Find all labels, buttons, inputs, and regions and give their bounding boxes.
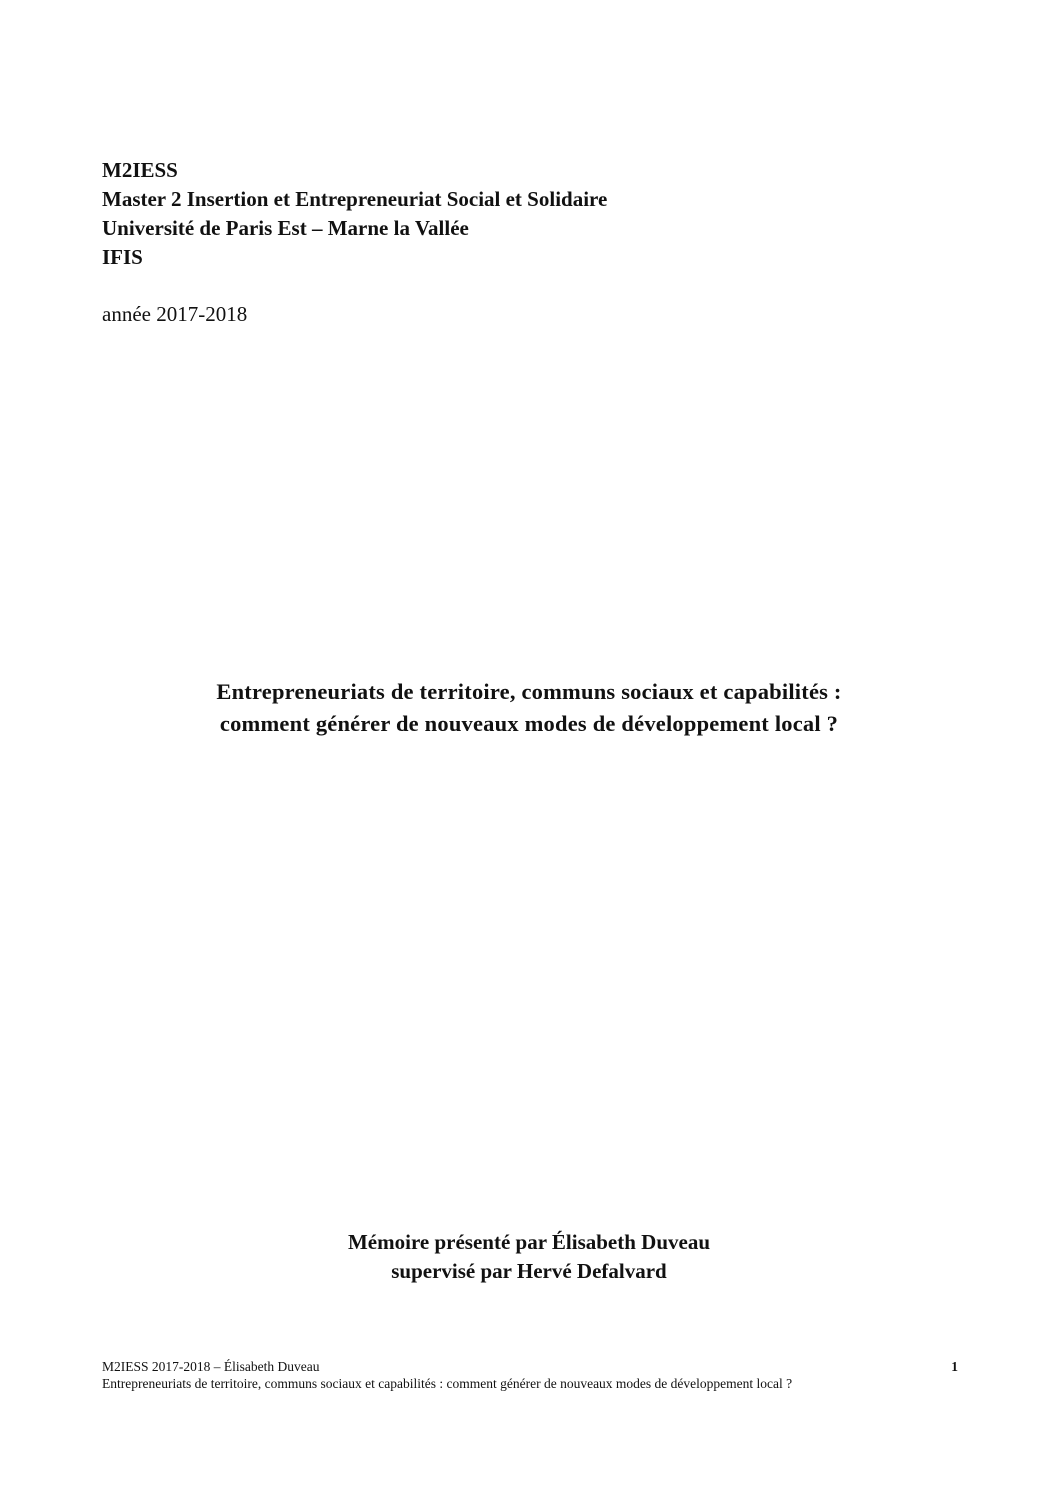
program-name: Master 2 Insertion et Entrepreneuriat Social et Solidaire — [102, 187, 608, 211]
footer-top-line — [102, 1358, 958, 1375]
footer-author: M2IESS 2017-2018 – Élisabeth Duveau — [102, 1359, 320, 1374]
university-name: Université de Paris Est – Marne la Vallée — [102, 216, 469, 240]
thesis-title — [0, 676, 1058, 740]
thesis-title-line-2: comment générer de nouveaux modes de développement local ? — [219, 711, 839, 736]
supervisor-line: supervisé par Hervé Defalvard — [391, 1259, 667, 1283]
academic-year: année 2017-2018 — [102, 302, 248, 326]
footer-title: Entrepreneuriats de territoire, communs sociaux et capabilités : comment générer de nouveaux modes de développement local ? — [102, 1376, 793, 1391]
page-footer — [102, 1358, 958, 1392]
program-header — [102, 156, 607, 272]
page-number: 1 — [951, 1359, 958, 1374]
institute-name: IFIS — [102, 245, 143, 269]
author-line: Mémoire présenté par Élisabeth Duveau — [347, 1230, 711, 1254]
thesis-title-line-1: Entrepreneuriats de territoire, communs sociaux et capabilités : — [216, 679, 842, 704]
program-acronym: M2IESS — [102, 158, 178, 182]
author-block — [0, 1228, 1058, 1286]
